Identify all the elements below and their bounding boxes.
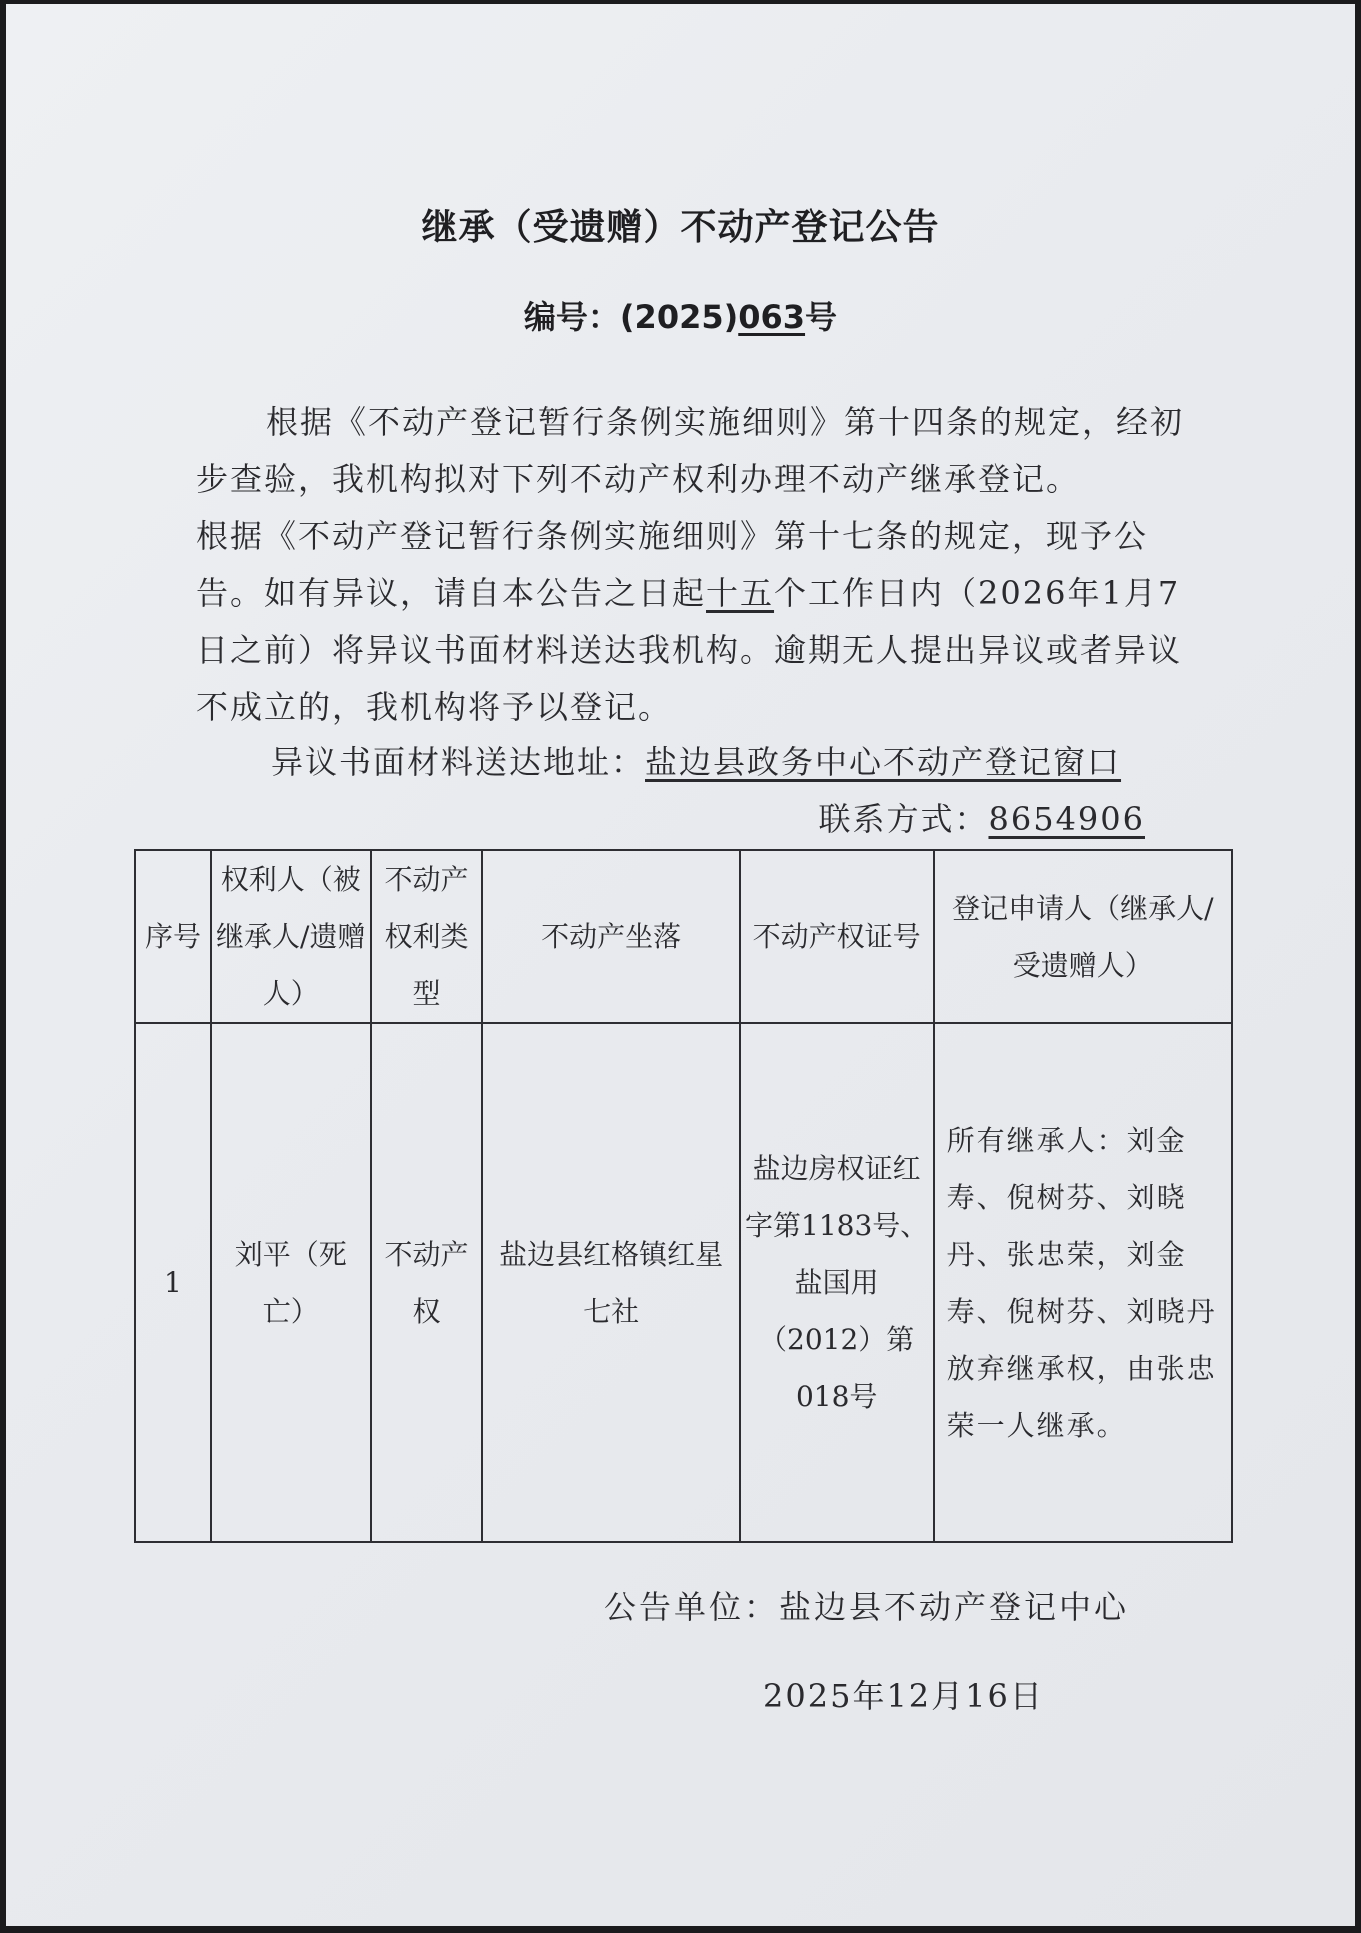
header-cert-no: 不动产权证号	[740, 850, 934, 1023]
address-value: 盐边县政务中心不动产登记窗口	[645, 743, 1122, 781]
document-page	[6, 4, 1355, 1926]
cell-location: 盐边县红格镇红星七社	[482, 1023, 739, 1542]
announcement-body	[196, 394, 1196, 736]
doc-number-prefix: 编号：(2025)	[523, 298, 739, 336]
paragraph-legal-basis: 根据《不动产登记暂行条例实施细则》第十四条的规定，经初步查验，我机构拟对下列不动产权利办理不动产继承登记。	[196, 403, 1185, 498]
doc-number-suffix: 号	[805, 298, 838, 336]
cell-right-type: 不动产权	[371, 1023, 483, 1542]
objection-text-after: 个工作日内（2026年1月7日之前）将异议书面材料送达我机构。逾期无人提出异议或者异议不成立的，我机构将予以登记。	[196, 574, 1183, 726]
paragraph-objection-notice	[196, 508, 1196, 736]
header-location: 不动产坐落	[482, 850, 739, 1023]
table-header-row	[135, 850, 1232, 1023]
issuer-value: 盐边县不动产登记中心	[779, 1588, 1130, 1626]
cell-holder: 刘平（死亡）	[211, 1023, 371, 1542]
issuer-label: 公告单位：	[604, 1588, 780, 1626]
objection-text-before: 根据《不动产登记暂行条例实施细则》第十七条的规定，现予公告。如有异议，请自本公告之日起	[196, 517, 1149, 612]
header-index: 序号	[135, 850, 211, 1023]
registration-table	[134, 849, 1233, 1543]
contact-label: 联系方式：	[818, 800, 989, 838]
cell-index: 1	[135, 1023, 211, 1542]
page-title: 继承（受遗赠）不动产登记公告	[421, 207, 940, 248]
cell-cert-no: 盐边房权证红字第1183号、盐国用（2012）第018号	[740, 1023, 934, 1542]
issuer	[604, 1582, 1129, 1628]
address-label: 异议书面材料送达地址：	[271, 743, 646, 781]
contact-value: 8654906	[988, 800, 1145, 838]
issue-date: 2025年12月16日	[763, 1677, 1044, 1715]
header-applicant: 登记申请人（继承人/受遗赠人）	[934, 850, 1232, 1023]
cell-applicant: 所有继承人：刘金寿、倪树芬、刘晓丹、张忠荣，刘金寿、倪树芬、刘晓丹放弃继承权，由张忠荣一人继承。	[934, 1023, 1232, 1542]
table-row	[135, 1023, 1232, 1542]
document-number	[6, 292, 1355, 338]
header-right-type: 不动产权利类型	[371, 850, 483, 1023]
objection-days: 十五	[706, 574, 775, 612]
doc-number-value: 063	[738, 298, 806, 336]
objection-address	[271, 737, 1121, 783]
contact-info	[818, 794, 1145, 840]
header-holder: 权利人（被继承人/遗赠人）	[211, 850, 371, 1023]
